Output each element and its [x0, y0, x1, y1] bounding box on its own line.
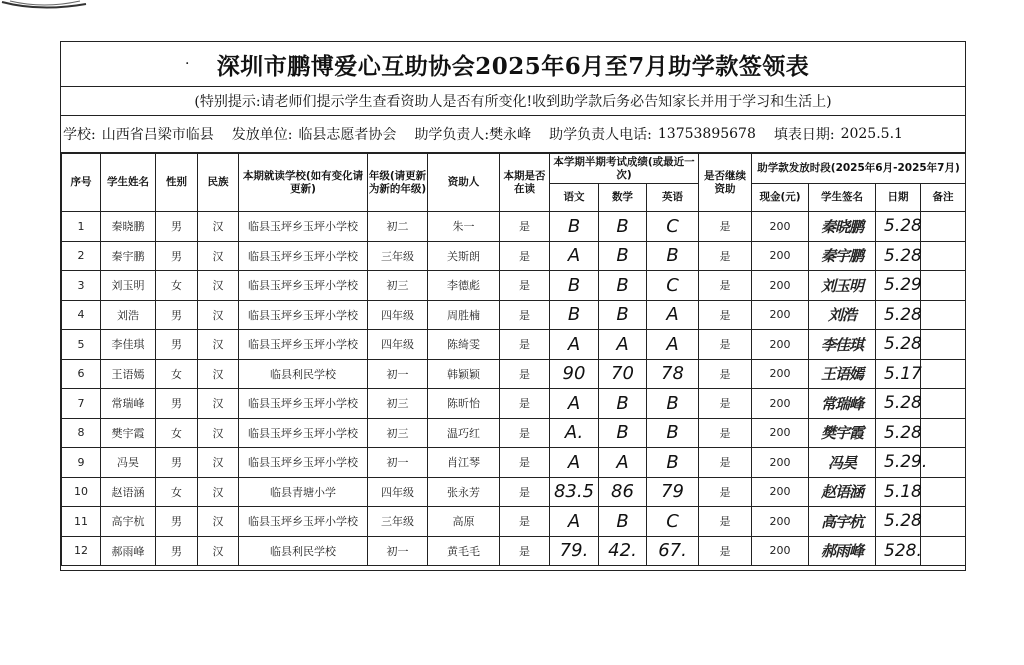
row-english: B — [647, 241, 699, 271]
row-gender: 男 — [156, 507, 198, 537]
row-gender: 男 — [156, 212, 198, 242]
row-signature: 李佳琪 — [809, 330, 876, 360]
row-school: 临县玉坪乡玉坪小学校 — [239, 448, 368, 478]
row-math: A — [599, 448, 647, 478]
row-grade: 初三 — [368, 418, 428, 448]
row-math: B — [599, 271, 647, 301]
row-remark — [921, 359, 966, 389]
row-gender: 女 — [156, 418, 198, 448]
issuer-value: 临县志愿者协会 — [298, 127, 397, 143]
row-in-school: 是 — [500, 241, 550, 271]
row-sponsor: 李德彪 — [428, 271, 500, 301]
table-row — [62, 271, 966, 301]
row-cash: 200 — [752, 212, 809, 242]
row-cash: 200 — [752, 477, 809, 507]
row-ethnicity: 汉 — [198, 389, 239, 419]
header-school: 本期就读学校(如有变化请更新) — [239, 154, 368, 212]
row-name: 樊宇霞 — [101, 418, 156, 448]
row-name: 刘玉明 — [101, 271, 156, 301]
row-grade: 四年级 — [368, 300, 428, 330]
row-math: B — [599, 389, 647, 419]
row-cash: 200 — [752, 418, 809, 448]
row-school: 临县玉坪乡玉坪小学校 — [239, 241, 368, 271]
header-chinese: 语文 — [550, 184, 599, 212]
row-school: 临县青塘小学 — [239, 477, 368, 507]
row-english: C — [647, 212, 699, 242]
row-school: 临县利民学校 — [239, 536, 368, 566]
table-row — [62, 507, 966, 537]
header-signature: 学生签名 — [809, 184, 876, 212]
row-cash: 200 — [752, 271, 809, 301]
row-in-school: 是 — [500, 389, 550, 419]
row-chinese: B — [550, 300, 599, 330]
row-chinese: A — [550, 507, 599, 537]
row-continue: 是 — [699, 271, 752, 301]
row-signature: 秦晓鹏 — [809, 212, 876, 242]
row-sponsor: 韩颖颖 — [428, 359, 500, 389]
row-no: 11 — [62, 507, 101, 537]
header-payment-group: 助学款发放时段(2025年6月-2025年7月) — [752, 154, 966, 184]
row-math: B — [599, 212, 647, 242]
row-grade: 初三 — [368, 389, 428, 419]
row-in-school: 是 — [500, 536, 550, 566]
row-math: B — [599, 241, 647, 271]
row-sponsor: 陈绮雯 — [428, 330, 500, 360]
row-sponsor: 黄毛毛 — [428, 536, 500, 566]
row-no: 1 — [62, 212, 101, 242]
row-math: A — [599, 330, 647, 360]
row-remark — [921, 536, 966, 566]
row-no: 10 — [62, 477, 101, 507]
row-date: 5.29 — [876, 271, 921, 301]
row-grade: 初一 — [368, 536, 428, 566]
date-value: 2025.5.1 — [840, 126, 903, 142]
row-ethnicity: 汉 — [198, 418, 239, 448]
row-date: 528. — [876, 536, 921, 566]
row-grade: 初一 — [368, 448, 428, 478]
row-chinese: 83.5 — [550, 477, 599, 507]
header-continue: 是否继续资助 — [699, 154, 752, 212]
row-sponsor: 关斯朗 — [428, 241, 500, 271]
row-date: 5.28 — [876, 418, 921, 448]
row-gender: 女 — [156, 477, 198, 507]
row-grade: 初二 — [368, 212, 428, 242]
row-sponsor: 张永芳 — [428, 477, 500, 507]
row-signature: 刘玉明 — [809, 271, 876, 301]
row-grade: 四年级 — [368, 330, 428, 360]
row-no: 9 — [62, 448, 101, 478]
row-name: 高宇杭 — [101, 507, 156, 537]
row-english: 79 — [647, 477, 699, 507]
header-date: 日期 — [876, 184, 921, 212]
row-name: 王语嫣 — [101, 359, 156, 389]
table-row — [62, 389, 966, 419]
row-signature: 王语嫣 — [809, 359, 876, 389]
row-continue: 是 — [699, 359, 752, 389]
header-no: 序号 — [62, 154, 101, 212]
row-ethnicity: 汉 — [198, 477, 239, 507]
row-no: 3 — [62, 271, 101, 301]
title-dot: · — [185, 56, 190, 72]
row-math: 42. — [599, 536, 647, 566]
row-name: 李佳琪 — [101, 330, 156, 360]
row-date: 5.28 — [876, 241, 921, 271]
header-ethnicity: 民族 — [198, 154, 239, 212]
notice-text: (特别提示:请老师们提示学生查看资助人是否有所变化!收到助学款后务必告知家长并用于学习和生活上) — [194, 94, 832, 110]
row-sponsor: 高原 — [428, 507, 500, 537]
row-no: 4 — [62, 300, 101, 330]
header-remark: 备注 — [921, 184, 966, 212]
header-cash: 现金(元) — [752, 184, 809, 212]
row-in-school: 是 — [500, 212, 550, 242]
header-in-school: 本期是否在读 — [500, 154, 550, 212]
row-name: 冯昊 — [101, 448, 156, 478]
row-school: 临县玉坪乡玉坪小学校 — [239, 389, 368, 419]
row-gender: 男 — [156, 536, 198, 566]
row-cash: 200 — [752, 300, 809, 330]
header-scores-group: 本学期半期考试成绩(或最近一次) — [550, 154, 699, 184]
row-sponsor: 温巧红 — [428, 418, 500, 448]
row-english: B — [647, 448, 699, 478]
phone-value: 13753895678 — [657, 126, 756, 142]
table-row — [62, 300, 966, 330]
row-signature: 郝雨峰 — [809, 536, 876, 566]
row-sponsor: 肖江琴 — [428, 448, 500, 478]
notice-row — [61, 87, 965, 116]
row-signature: 常瑞峰 — [809, 389, 876, 419]
row-date: 5.28 — [876, 300, 921, 330]
row-school: 临县玉坪乡玉坪小学校 — [239, 330, 368, 360]
row-math: B — [599, 418, 647, 448]
roster-table — [61, 153, 966, 566]
row-chinese: A — [550, 330, 599, 360]
form-sheet — [60, 41, 966, 571]
form-title: 深圳市鹏博爱心互助协会2025年6月至7月助学款签领表 — [216, 52, 810, 80]
row-math: B — [599, 300, 647, 330]
row-cash: 200 — [752, 241, 809, 271]
row-gender: 女 — [156, 359, 198, 389]
header-sponsor: 资助人 — [428, 154, 500, 212]
row-gender: 男 — [156, 389, 198, 419]
table-row — [62, 477, 966, 507]
row-english: A — [647, 300, 699, 330]
row-remark — [921, 330, 966, 360]
phone-label: 助学负责人电话: — [549, 127, 652, 143]
paper-clip-mark — [0, 0, 88, 14]
row-chinese: A — [550, 389, 599, 419]
row-no: 6 — [62, 359, 101, 389]
row-sponsor: 周胜楠 — [428, 300, 500, 330]
row-signature: 赵语涵 — [809, 477, 876, 507]
title-row — [61, 42, 965, 87]
row-grade: 初一 — [368, 359, 428, 389]
row-grade: 初三 — [368, 271, 428, 301]
row-sponsor: 朱一 — [428, 212, 500, 242]
row-remark — [921, 300, 966, 330]
row-remark — [921, 271, 966, 301]
row-cash: 200 — [752, 536, 809, 566]
row-date: 5.28 — [876, 212, 921, 242]
date-label: 填表日期: — [773, 127, 835, 143]
row-gender: 男 — [156, 330, 198, 360]
row-chinese: 90 — [550, 359, 599, 389]
header-grade: 年级(请更新为新的年级) — [368, 154, 428, 212]
table-row — [62, 418, 966, 448]
row-school: 临县玉坪乡玉坪小学校 — [239, 507, 368, 537]
table-row — [62, 536, 966, 566]
row-math: 86 — [599, 477, 647, 507]
row-name: 常瑞峰 — [101, 389, 156, 419]
row-sponsor: 陈昕怡 — [428, 389, 500, 419]
row-signature: 冯昊 — [809, 448, 876, 478]
header-math: 数学 — [599, 184, 647, 212]
row-gender: 男 — [156, 300, 198, 330]
row-date: 5.18 — [876, 477, 921, 507]
row-english: C — [647, 507, 699, 537]
row-remark — [921, 507, 966, 537]
row-date: 5.28 — [876, 507, 921, 537]
row-ethnicity: 汉 — [198, 330, 239, 360]
row-ethnicity: 汉 — [198, 507, 239, 537]
row-gender: 女 — [156, 271, 198, 301]
row-gender: 男 — [156, 241, 198, 271]
row-ethnicity: 汉 — [198, 271, 239, 301]
table-row — [62, 212, 966, 242]
row-english: 67. — [647, 536, 699, 566]
row-in-school: 是 — [500, 359, 550, 389]
table-row — [62, 448, 966, 478]
row-signature: 秦宇鹏 — [809, 241, 876, 271]
row-name: 秦宇鹏 — [101, 241, 156, 271]
row-no: 5 — [62, 330, 101, 360]
row-in-school: 是 — [500, 477, 550, 507]
school-value: 山西省吕梁市临县 — [101, 127, 214, 143]
row-gender: 男 — [156, 448, 198, 478]
row-in-school: 是 — [500, 271, 550, 301]
row-signature: 刘浩 — [809, 300, 876, 330]
row-no: 12 — [62, 536, 101, 566]
row-chinese: B — [550, 271, 599, 301]
row-name: 刘浩 — [101, 300, 156, 330]
row-continue: 是 — [699, 507, 752, 537]
row-remark — [921, 418, 966, 448]
row-cash: 200 — [752, 507, 809, 537]
row-math: 70 — [599, 359, 647, 389]
table-row — [62, 241, 966, 271]
row-chinese: B — [550, 212, 599, 242]
school-label: 学校: — [63, 127, 96, 143]
row-date: 5.28 — [876, 389, 921, 419]
row-school: 临县玉坪乡玉坪小学校 — [239, 418, 368, 448]
row-cash: 200 — [752, 330, 809, 360]
row-continue: 是 — [699, 448, 752, 478]
row-english: B — [647, 418, 699, 448]
header-gender: 性别 — [156, 154, 198, 212]
row-cash: 200 — [752, 389, 809, 419]
row-ethnicity: 汉 — [198, 241, 239, 271]
row-school: 临县玉坪乡玉坪小学校 — [239, 271, 368, 301]
person-label: 助学负责人:樊永峰 — [414, 127, 532, 143]
row-remark — [921, 241, 966, 271]
row-math: B — [599, 507, 647, 537]
row-english: C — [647, 271, 699, 301]
row-signature: 樊宇霞 — [809, 418, 876, 448]
row-no: 7 — [62, 389, 101, 419]
issuer-label: 发放单位: — [231, 127, 293, 143]
row-chinese: A. — [550, 418, 599, 448]
row-date: 5.28 — [876, 330, 921, 360]
row-english: 78 — [647, 359, 699, 389]
row-ethnicity: 汉 — [198, 448, 239, 478]
row-english: B — [647, 389, 699, 419]
row-remark — [921, 212, 966, 242]
row-continue: 是 — [699, 536, 752, 566]
row-continue: 是 — [699, 212, 752, 242]
row-continue: 是 — [699, 477, 752, 507]
row-no: 8 — [62, 418, 101, 448]
row-school: 临县玉坪乡玉坪小学校 — [239, 300, 368, 330]
row-signature: 高宇杭 — [809, 507, 876, 537]
row-cash: 200 — [752, 359, 809, 389]
row-remark — [921, 389, 966, 419]
roster-body — [62, 212, 966, 566]
row-chinese: A — [550, 448, 599, 478]
row-ethnicity: 汉 — [198, 300, 239, 330]
row-ethnicity: 汉 — [198, 536, 239, 566]
row-ethnicity: 汉 — [198, 212, 239, 242]
table-row — [62, 330, 966, 360]
row-continue: 是 — [699, 300, 752, 330]
table-row — [62, 359, 966, 389]
row-cash: 200 — [752, 448, 809, 478]
info-row — [61, 116, 965, 153]
row-english: A — [647, 330, 699, 360]
row-in-school: 是 — [500, 448, 550, 478]
row-continue: 是 — [699, 241, 752, 271]
row-name: 郝雨峰 — [101, 536, 156, 566]
row-continue: 是 — [699, 330, 752, 360]
row-in-school: 是 — [500, 330, 550, 360]
row-date: 5.17 — [876, 359, 921, 389]
row-chinese: 79. — [550, 536, 599, 566]
row-name: 秦晓鹏 — [101, 212, 156, 242]
row-continue: 是 — [699, 418, 752, 448]
row-in-school: 是 — [500, 300, 550, 330]
row-grade: 四年级 — [368, 477, 428, 507]
row-name: 赵语涵 — [101, 477, 156, 507]
row-grade: 三年级 — [368, 241, 428, 271]
header-english: 英语 — [647, 184, 699, 212]
row-school: 临县利民学校 — [239, 359, 368, 389]
header-name: 学生姓名 — [101, 154, 156, 212]
row-chinese: A — [550, 241, 599, 271]
row-ethnicity: 汉 — [198, 359, 239, 389]
row-in-school: 是 — [500, 507, 550, 537]
row-school: 临县玉坪乡玉坪小学校 — [239, 212, 368, 242]
row-date: 5.29. — [876, 448, 921, 478]
row-in-school: 是 — [500, 418, 550, 448]
row-remark — [921, 477, 966, 507]
row-grade: 三年级 — [368, 507, 428, 537]
row-continue: 是 — [699, 389, 752, 419]
row-no: 2 — [62, 241, 101, 271]
